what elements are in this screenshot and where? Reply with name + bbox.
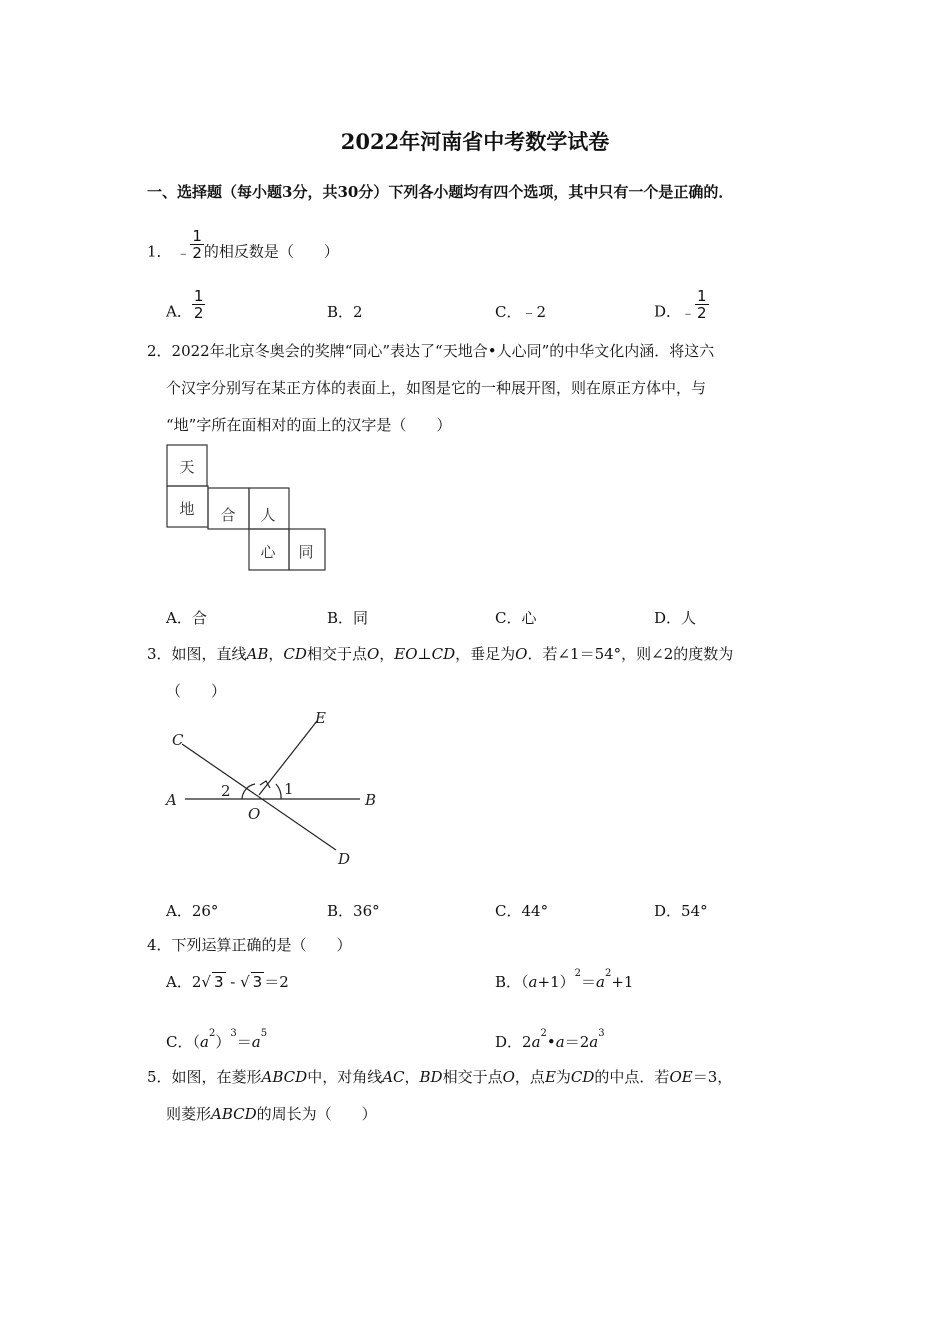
equals: ＝ xyxy=(236,1033,252,1051)
label-angle-1: 1 xyxy=(284,780,294,798)
text-segment: +1） xyxy=(537,973,575,991)
var-cd: CD xyxy=(570,1068,595,1086)
fraction-denominator: 2 xyxy=(192,244,202,262)
question-3-line2: （ ） xyxy=(166,682,227,700)
paren: ） xyxy=(215,1033,231,1051)
question-3-line1 xyxy=(147,643,733,664)
angle-1-arc xyxy=(276,784,281,799)
question-2-line2: 个汉字分别写在某正方体的表面上，如图是它的一种展开图，则在原正方体中，与 xyxy=(166,379,707,397)
question-5-line1 xyxy=(147,1066,732,1087)
label-e: E xyxy=(315,709,326,727)
label-d: D xyxy=(338,850,351,868)
var-abcd: ABCD xyxy=(211,1105,257,1123)
dot-operator: • xyxy=(546,1033,556,1051)
text-segment: 3．如图，直线 xyxy=(147,645,247,663)
text-segment: 中，对角线 xyxy=(307,1068,383,1086)
var-a: a xyxy=(555,1033,565,1051)
label-b: B xyxy=(365,791,377,809)
var-oe: OE xyxy=(669,1068,693,1086)
text-segment: 5．如图，在菱形 xyxy=(147,1068,262,1086)
var-o: O xyxy=(366,645,380,663)
negative-sign: ﹣ xyxy=(681,305,696,322)
q4-option-c[interactable] xyxy=(166,1028,268,1052)
angle-figure xyxy=(160,702,390,872)
equals: ＝2 xyxy=(564,1033,590,1051)
q2-option-c[interactable]: C．心 xyxy=(495,609,537,627)
minus-sign: - xyxy=(225,973,241,991)
text-segment: 的周长为（ ） xyxy=(256,1105,377,1123)
option-label: C． xyxy=(166,1033,193,1051)
var-ac: AC xyxy=(382,1068,405,1086)
fraction-numerator: 1 xyxy=(192,227,202,245)
var-a: a xyxy=(596,973,605,991)
var-a: a xyxy=(200,1033,209,1051)
exponent: 2 xyxy=(604,968,612,979)
question-text: 的相反数是（ ） xyxy=(203,242,339,261)
text-segment: ＝3， xyxy=(692,1068,733,1086)
option-label: A． xyxy=(166,302,192,321)
label-c: C xyxy=(172,731,184,749)
q4-option-b[interactable] xyxy=(495,968,634,992)
net-cell-tian: 天 xyxy=(179,458,195,476)
question-number: 1． xyxy=(147,242,172,261)
text-segment: ，点 xyxy=(514,1068,545,1086)
exponent: 3 xyxy=(230,1028,237,1039)
text-segment: 相交于点 xyxy=(306,645,367,663)
question-2-line3: “地”字所在面相对的面上的汉字是（ ） xyxy=(166,416,452,434)
question-5-line2 xyxy=(166,1103,377,1124)
cube-net-figure xyxy=(160,440,340,580)
var-o: O xyxy=(502,1068,515,1086)
option-label: B． xyxy=(495,973,522,991)
question-4-stem: 4．下列运算正确的是（ ） xyxy=(147,936,352,954)
text-segment: ，垂足为 xyxy=(455,645,516,663)
var-bd: BD xyxy=(419,1068,443,1086)
var-a: a xyxy=(251,1033,261,1051)
q1-option-c[interactable]: C．﹣2 xyxy=(495,303,547,321)
fraction-numerator: 1 xyxy=(697,287,707,305)
q3-option-a[interactable]: A．26° xyxy=(166,902,219,920)
exponent: 2 xyxy=(574,968,581,979)
fraction-numerator: 1 xyxy=(193,287,204,305)
radicand: 3 xyxy=(213,973,224,991)
q2-option-a[interactable]: A．合 xyxy=(166,609,207,627)
var-o: O xyxy=(515,645,528,663)
net-cell-xin: 心 xyxy=(260,543,276,561)
fraction-denominator: 2 xyxy=(193,304,204,322)
q1-option-d[interactable] xyxy=(654,287,709,329)
fraction xyxy=(695,288,709,321)
q4-option-a[interactable] xyxy=(166,971,289,992)
q2-option-b[interactable]: B．同 xyxy=(327,609,369,627)
label-a: A xyxy=(166,791,177,809)
net-cell-ren: 人 xyxy=(260,506,276,524)
text-segment: ， xyxy=(379,645,395,663)
fraction xyxy=(192,288,206,321)
net-cell-tong: 同 xyxy=(298,543,314,561)
section-heading: 一、选择题（每小题3分，共30分）下列各小题均有四个选项，其中只有一个是正确的． xyxy=(147,183,734,201)
question-2-line1: 2．2022年北京冬奥会的奖牌“同心”表达了“天地合•人心同”的中华文化内涵．将这六 xyxy=(147,342,715,360)
option-label: D． xyxy=(654,302,682,321)
exponent: 5 xyxy=(260,1028,268,1039)
exponent: 2 xyxy=(540,1028,547,1039)
sqrt-symbol: √ 3 xyxy=(240,973,263,991)
var-cd: CD xyxy=(283,645,307,663)
exponent: 2 xyxy=(208,1028,216,1039)
text-segment: 则菱形 xyxy=(166,1105,212,1123)
q2-option-d[interactable]: D．人 xyxy=(654,609,697,627)
label-o: O xyxy=(248,805,261,823)
q1-option-a[interactable] xyxy=(166,287,205,329)
var-e: E xyxy=(544,1068,556,1086)
fraction-denominator: 2 xyxy=(697,304,707,322)
q4-option-d[interactable] xyxy=(495,1028,605,1052)
var-a: a xyxy=(531,1033,541,1051)
text-segment: 为 xyxy=(555,1068,571,1086)
q3-option-d[interactable]: D．54° xyxy=(654,902,708,920)
equals: ＝ xyxy=(581,973,597,991)
paren: （ xyxy=(192,1033,200,1051)
option-label: D． xyxy=(495,1033,523,1051)
text-segment: 的中点．若 xyxy=(594,1068,670,1086)
var-cd: CD xyxy=(431,645,456,663)
exponent: 3 xyxy=(598,1028,605,1039)
text-segment: +1 xyxy=(611,973,634,991)
q3-option-c[interactable]: C．44° xyxy=(495,902,549,920)
q1-option-b[interactable]: B．2 xyxy=(327,303,363,321)
paren: （ xyxy=(521,973,529,991)
q3-option-b[interactable]: B．36° xyxy=(327,902,380,920)
text-segment: ， xyxy=(404,1068,420,1086)
var-a: a xyxy=(589,1033,599,1051)
var-eo: EO xyxy=(394,645,418,663)
page-title: 2022年河南省中考数学试卷 xyxy=(340,129,610,154)
question-1 xyxy=(147,227,339,269)
coefficient: 2 xyxy=(522,1033,532,1051)
var-abcd: ABCD xyxy=(261,1068,308,1086)
option-label: A． xyxy=(166,973,192,991)
var-a: a xyxy=(528,973,538,991)
line-cd xyxy=(182,744,336,850)
text-segment: ．若∠1＝54°，则∠2的度数为 xyxy=(527,645,734,663)
radicand: 3 xyxy=(252,973,263,991)
negative-sign: ﹣ xyxy=(176,245,191,262)
var-ab: AB xyxy=(246,645,269,663)
net-cell-di: 地 xyxy=(179,500,195,518)
text-segment: ， xyxy=(268,645,284,663)
sqrt-symbol: √ 3 xyxy=(201,973,224,991)
fraction xyxy=(190,228,204,261)
coefficient: 2 xyxy=(191,973,202,991)
net-cell-he: 合 xyxy=(220,506,236,524)
perp-symbol: ⊥ xyxy=(417,645,432,663)
text-segment: 相交于点 xyxy=(442,1068,503,1086)
result: ＝2 xyxy=(264,973,289,991)
label-angle-2: 2 xyxy=(221,782,231,800)
